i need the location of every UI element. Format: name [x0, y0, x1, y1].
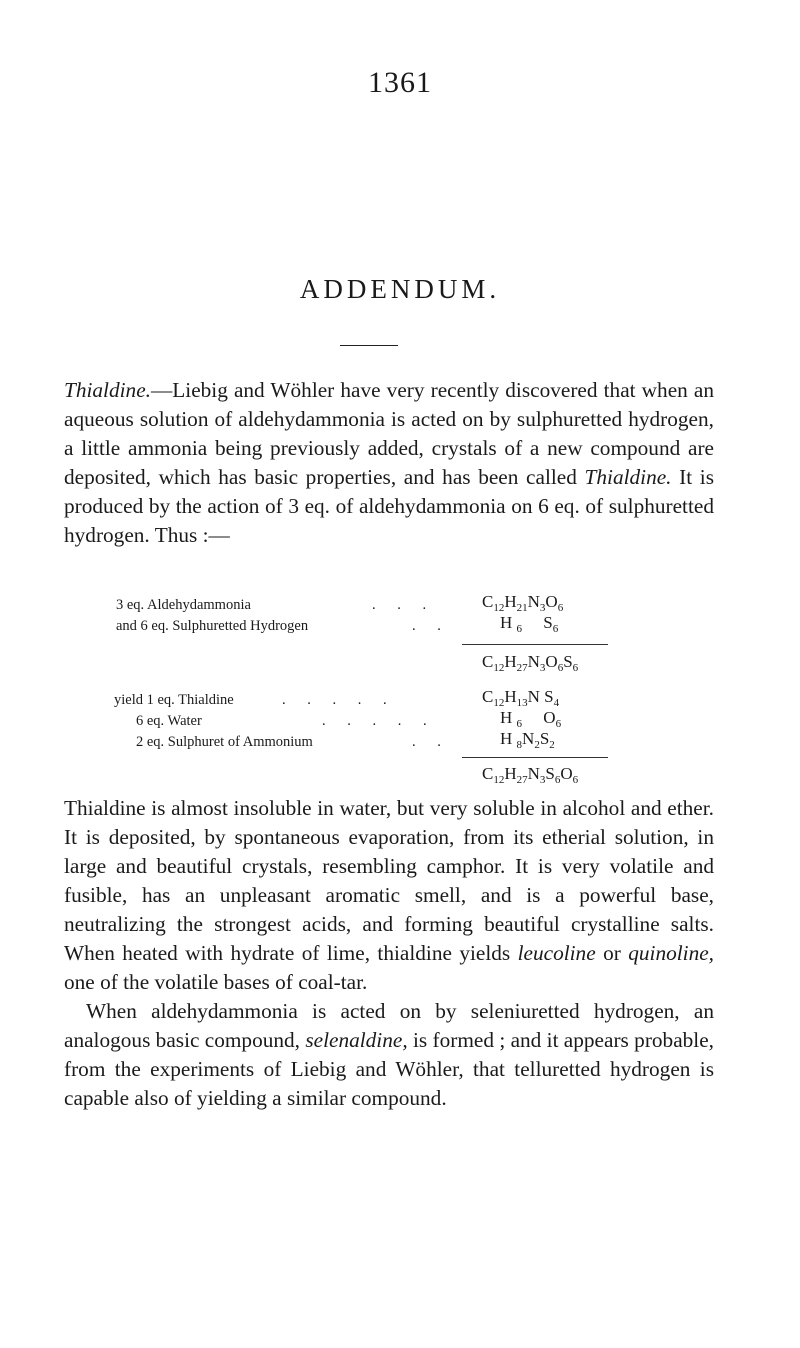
selenium-text: When aldehydammonia is acted on by seleniuretted hydrogen, an analogous basic compound, — [64, 999, 714, 1052]
formula-thialdine: $C_{12}H_{13}N$ $S_4$ — [482, 687, 560, 709]
equation-row — [116, 596, 251, 614]
page-heading: ADDENDUM. — [299, 274, 501, 304]
or-word: or — [603, 941, 621, 965]
intro-text: —Liebig and Wöhler have very recently discovered that when an aqueous solution of aldehydammonia is acted on by sulphuretted hydrogen, a little ammonia being previously added, crystals of a new compound are deposited, which has basic properties, and has been called — [64, 378, 714, 489]
equation-label: 6 eq. Water — [136, 713, 202, 729]
quinoline-term: quinoline, — [628, 941, 715, 965]
formula-water: H $_6$ $O_6$ — [500, 708, 562, 730]
equation-row — [136, 733, 313, 751]
formula-product-total: $C_{12}H_{27}N_3S_6O_6$ — [482, 764, 579, 786]
equation-label: 3 eq. Aldehydammonia — [116, 597, 251, 613]
intro-text-end: It is produced by the action of 3 eq. of aldehydammonia on 6 eq. of sulphuretted hydrogen. Thus :— — [64, 465, 714, 547]
leucoline-term: leucoline — [517, 941, 596, 965]
equation-dots: . . . — [372, 597, 436, 613]
sum-rule — [462, 644, 608, 645]
formula-reactant-total: $C_{12}H_{27}N_3O_6S_6$ — [482, 652, 579, 674]
equation-label: yield 1 eq. Thialdine — [114, 692, 234, 708]
equation-dots: . . — [412, 734, 450, 750]
equation-dots: . . . . . — [282, 692, 396, 708]
thialdine-name: Thialdine. — [584, 465, 672, 489]
equation-label: and 6 eq. Sulphuretted Hydrogen — [116, 618, 309, 634]
sum-rule — [462, 757, 608, 758]
formula-sulphuret-ammonium: H $_8N_2S_2$ — [500, 729, 555, 751]
equation-dots: . . . . . — [322, 713, 436, 729]
equation-row — [114, 691, 234, 709]
equation-row — [116, 617, 308, 635]
equation-label: 2 eq. Sulphuret of Ammonium — [136, 734, 313, 750]
equation-row — [136, 712, 202, 730]
heading-rule — [340, 345, 398, 346]
tellurium-text: is formed ; and it appears probable, from the experiments of Liebig and Wöhler, that telluretted hydrogen is capable also of yielding a similar compound. — [64, 1028, 715, 1110]
lead-title: Thialdine. — [64, 378, 151, 402]
equation-dots: . . — [412, 618, 450, 634]
paragraph-thialdine-properties — [64, 794, 714, 1113]
coal-tar-text: one of the volatile bases of coal-tar. — [64, 970, 368, 994]
selenaldine-term: selenaldine, — [305, 1028, 408, 1052]
page-number: 1361 — [368, 66, 432, 99]
paragraph-thialdine-intro — [64, 376, 714, 550]
properties-text: Thialdine is almost insoluble in water, but very soluble in alcohol and ether. It is deposited, by spontaneous evaporation, from its etherial solution, in large and beautiful crystals, resembling camphor. It is very volatile and fusible, has an unpleasant aromatic smell, and is a powerful base, neutralizing the strongest acids, and forming beautiful crystalline salts. When heated with hydrate of lime, thialdine yields — [64, 796, 714, 965]
formula-sulphuretted-hydrogen: H $_6$ $S_6$ — [500, 613, 559, 635]
formula-aldehydammonia: $C_{12}H_{21}N_3O_6$ — [482, 592, 564, 614]
